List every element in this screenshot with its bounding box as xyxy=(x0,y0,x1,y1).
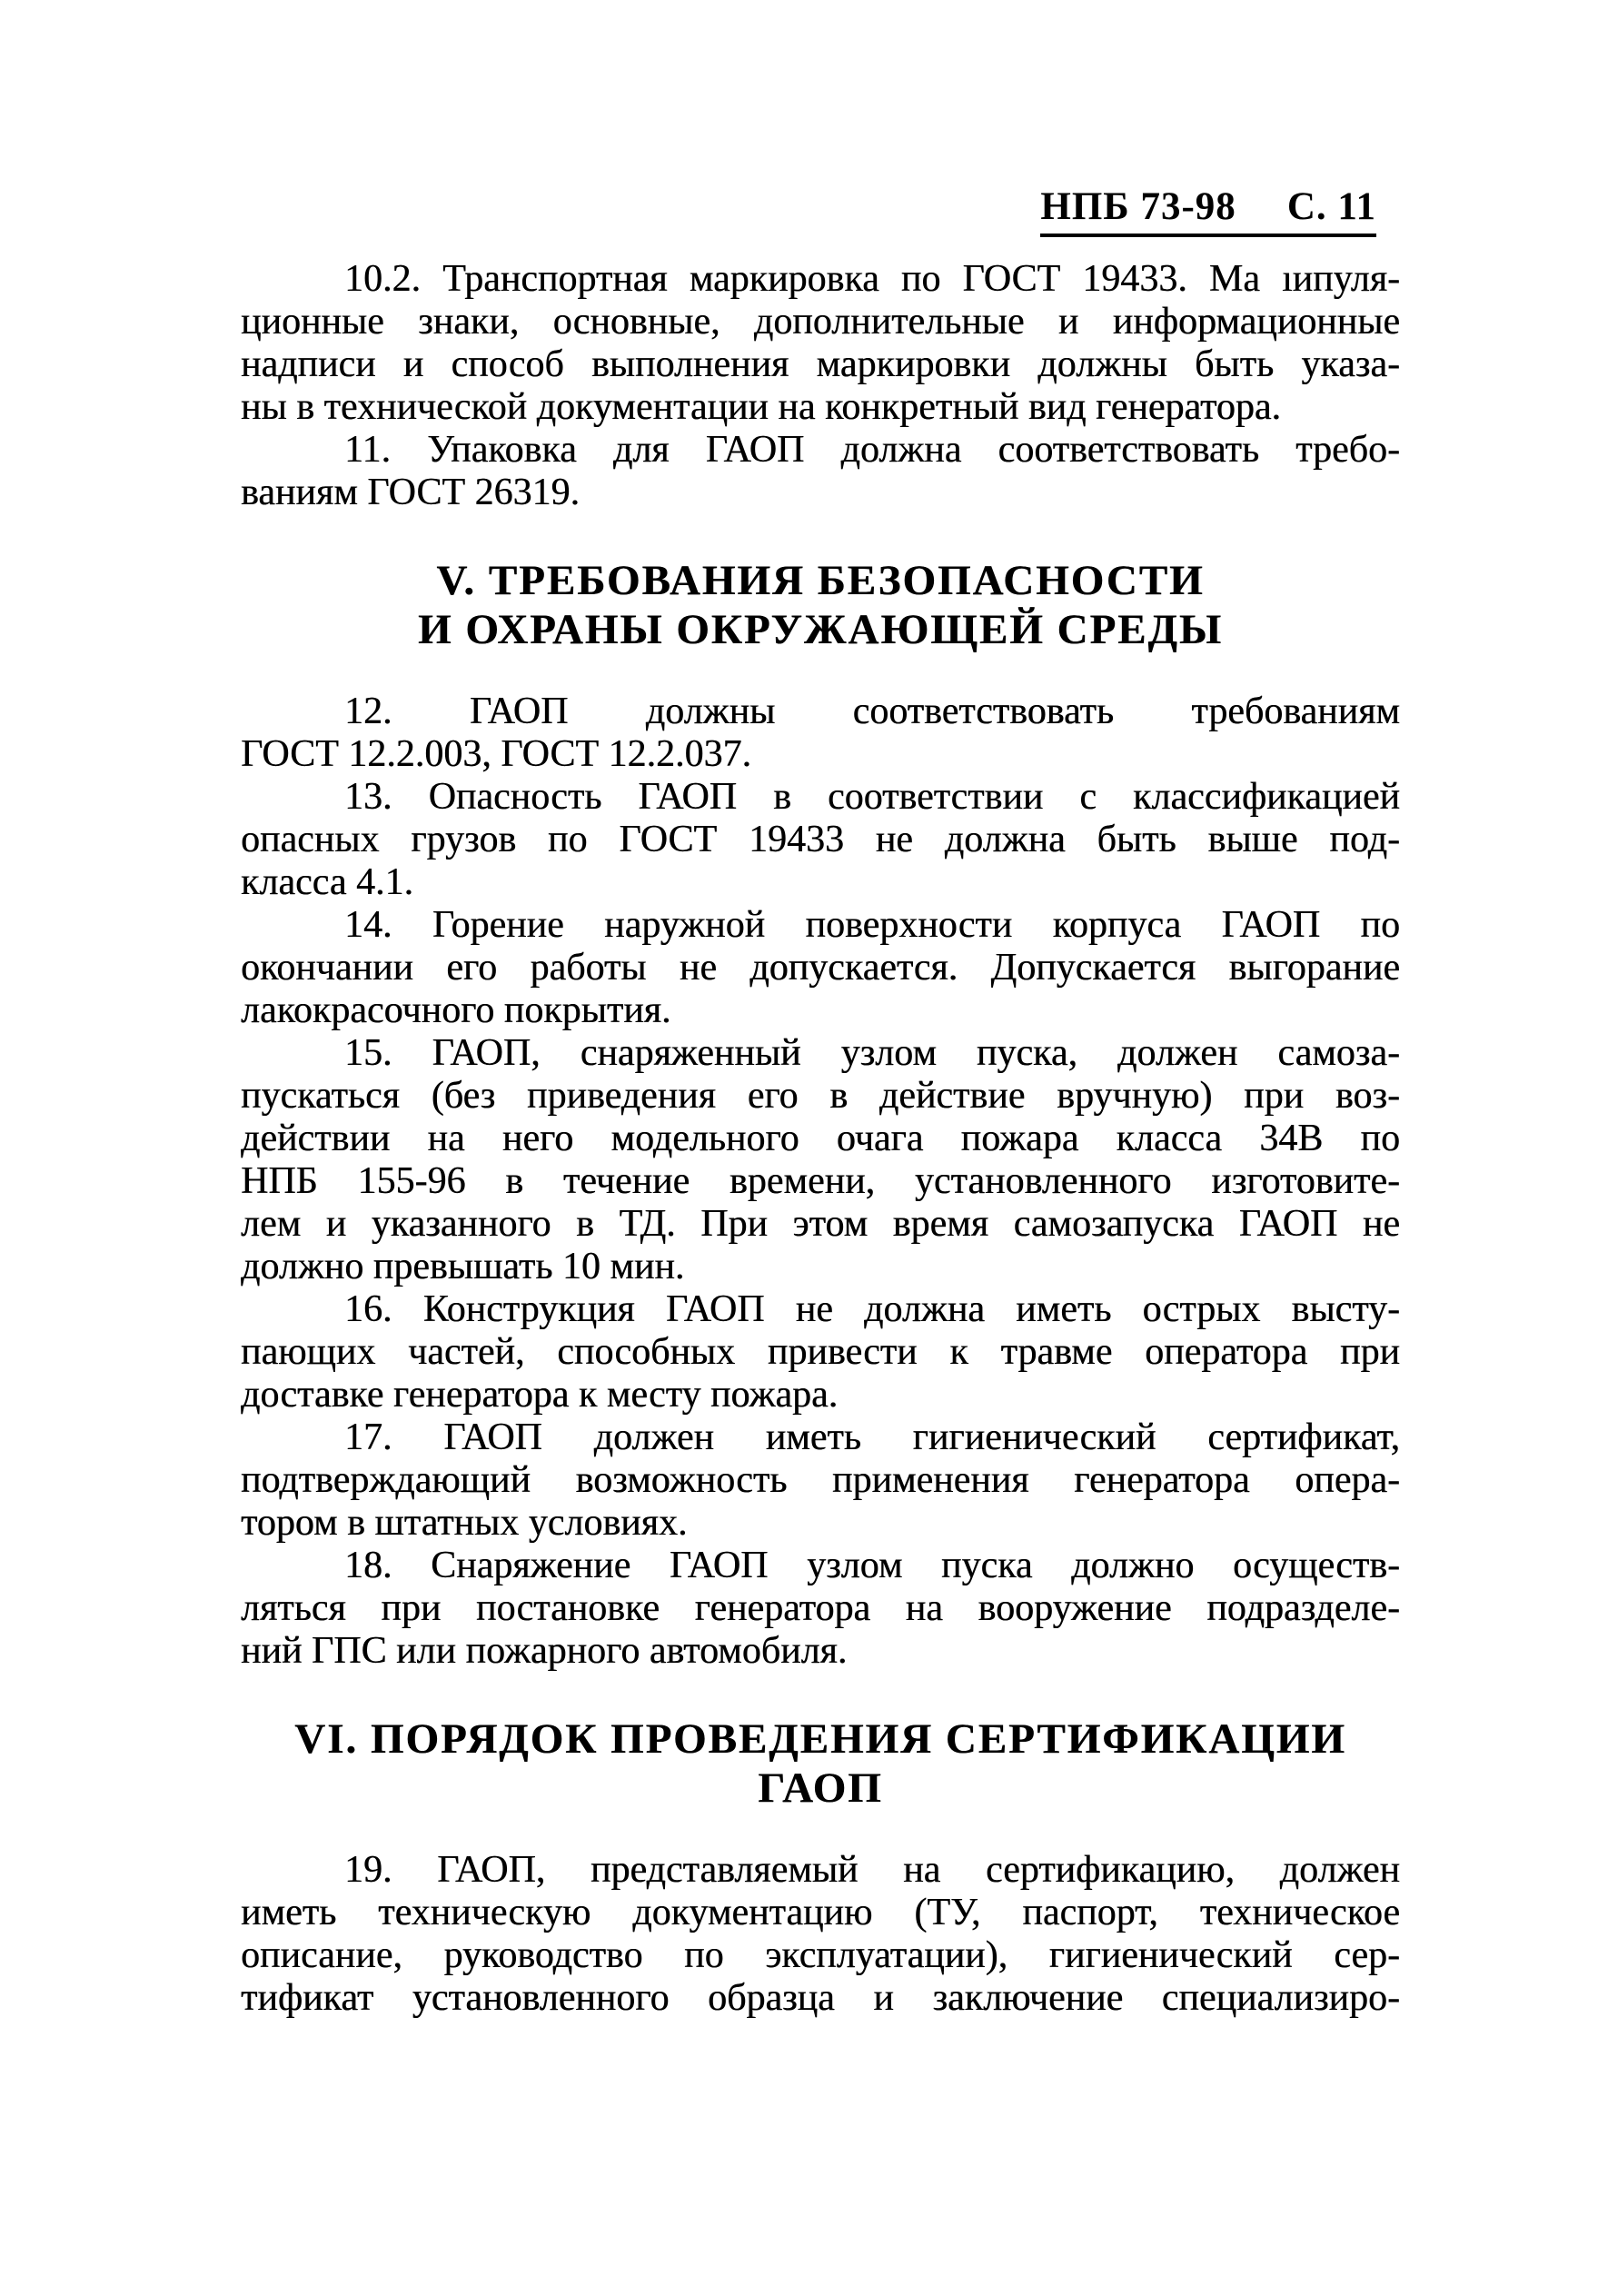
text-line: тификат установленного образца и заключение специализиро- xyxy=(241,1977,1400,2019)
text-line: пающих частей, способных привести к травме оператора при xyxy=(241,1331,1400,1373)
body-paragraph xyxy=(241,776,1400,904)
text-line: класса 4.1. xyxy=(241,861,413,903)
text-line: VI. ПОРЯДОК ПРОВЕДЕНИЯ СЕРТИФИКАЦИИ ГАОП xyxy=(294,1715,1346,1812)
text-line: пускаться (без приведения его в действие вручную) при воз- xyxy=(241,1075,1400,1117)
text-line: тором в штатных условиях. xyxy=(241,1502,688,1544)
text-line: подтверждающий возможность применения генератора опера- xyxy=(241,1459,1400,1501)
text-line: 17. ГАОП должен иметь гигиенический сертификат, xyxy=(344,1416,1400,1458)
body-paragraph xyxy=(241,429,1400,514)
body-paragraph xyxy=(241,1545,1400,1673)
text-line: 13. Опасность ГАОП в соответствии с классификацией xyxy=(344,776,1400,818)
text-line: ний ГПС или пожарного автомобиля. xyxy=(241,1630,848,1672)
body-paragraph xyxy=(241,1032,1400,1288)
body-paragraph xyxy=(241,691,1400,776)
text-line: доставке генератора к месту пожара. xyxy=(241,1374,839,1416)
text-line: лакокрасочного покрытия. xyxy=(241,989,671,1031)
text-line: 10.2. Транспортная маркировка по ГОСТ 19433. Ма ıипуля- xyxy=(344,258,1400,300)
text-line: V. ТРЕБОВАНИЯ БЕЗОПАСНОСТИ xyxy=(436,557,1205,604)
body-paragraph xyxy=(241,904,1400,1032)
text-line: иметь техническую документацию (ТУ, паспорт, техническое xyxy=(241,1892,1400,1933)
text-line: окончании его работы не допускается. Допускается выгорание xyxy=(241,947,1400,989)
text-line: действии на него модельного очага пожара класса 34В по xyxy=(241,1118,1400,1159)
text-line: 12. ГАОП должны соответствовать требованиям xyxy=(344,691,1400,732)
text-line: ляться при постановке генератора на вооружение подразделе- xyxy=(241,1587,1400,1629)
section-heading xyxy=(241,1715,1400,1813)
text-line: описание, руководство по эксплуатации), гигиенический сер- xyxy=(241,1934,1400,1976)
text-line: НПБ 155-96 в течение времени, установленного изготовите- xyxy=(241,1160,1400,1202)
text-column xyxy=(241,258,1400,2020)
body-paragraph xyxy=(241,1416,1400,1545)
body-paragraph xyxy=(241,258,1400,429)
text-line: 16. Конструкция ГАОП не должна иметь острых высту- xyxy=(344,1288,1400,1330)
text-line: надписи и способ выполнения маркировки должны быть указа- xyxy=(241,343,1400,385)
body-paragraph xyxy=(241,1288,1400,1416)
text-line: ны в технической документации на конкретный вид генератора. xyxy=(241,386,1281,428)
text-line: должно превышать 10 мин. xyxy=(241,1246,685,1287)
text-line: И ОХРАНЫ ОКРУЖАЮЩЕЙ СРЕДЫ xyxy=(418,606,1223,653)
text-line: 14. Горение наружной поверхности корпуса ГАОП по xyxy=(344,904,1400,946)
text-line: ционные знаки, основные, дополнительные и информационные xyxy=(241,301,1400,343)
doc-code: НПБ 73-98 xyxy=(1040,185,1236,228)
text-line: опасных грузов по ГОСТ 19433 не должна быть выше под- xyxy=(241,819,1400,860)
text-line: ГОСТ 12.2.003, ГОСТ 12.2.037. xyxy=(241,733,751,775)
text-line: 18. Снаряжение ГАОП узлом пуска должно осуществ- xyxy=(344,1545,1400,1586)
running-head xyxy=(1040,184,1376,237)
text-line: лем и указанного в ТД. При этом время самозапуска ГАОП не xyxy=(241,1203,1400,1245)
text-line: 19. ГАОП, представляемый на сертификацию, должен xyxy=(344,1849,1400,1891)
page-number: С. 11 xyxy=(1286,185,1376,228)
body-paragraph xyxy=(241,1849,1400,2020)
section-heading xyxy=(241,556,1400,654)
text-line: 15. ГАОП, снаряженный узлом пуска, должен самоза- xyxy=(344,1032,1400,1074)
text-line: ваниям ГОСТ 26319. xyxy=(241,472,581,513)
text-line: 11. Упаковка для ГАОП должна соответствовать требо- xyxy=(344,429,1400,471)
